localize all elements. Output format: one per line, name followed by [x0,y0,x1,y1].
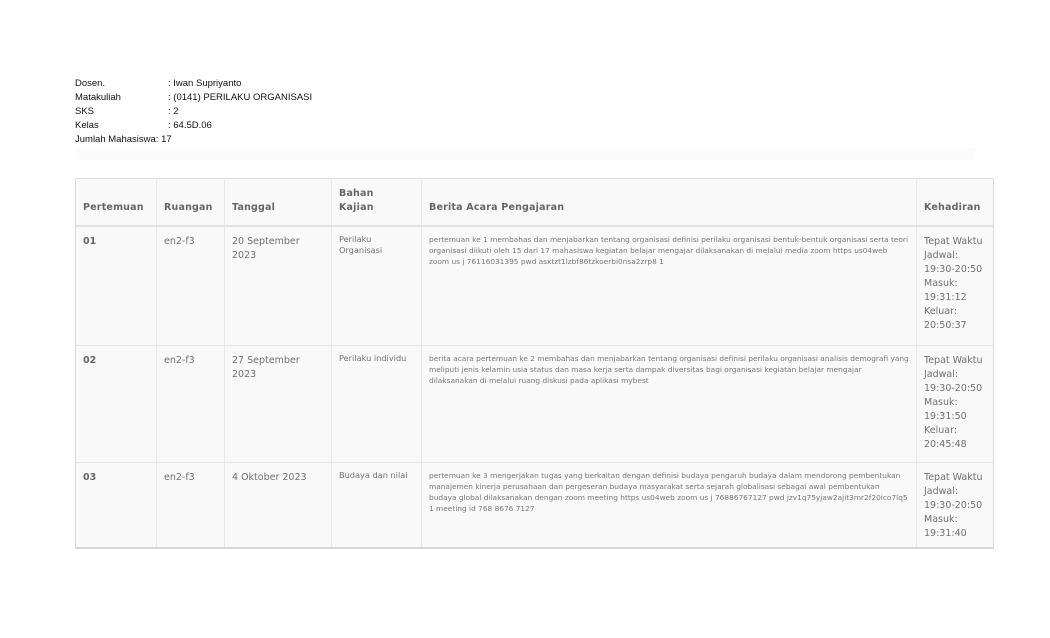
divider-band [75,148,975,160]
cell-kehadiran [917,463,994,549]
masuk-label: Masuk: [924,514,958,525]
table-row [76,463,994,549]
cell-kehadiran [917,226,994,346]
masuk-label: Masuk: [924,278,958,289]
header-bahan-kajian [332,179,422,227]
masuk-value: 19:31:12 [924,292,967,303]
matakuliah-label: Matakuliah [75,92,121,103]
header-pertemuan: Pertemuan [76,179,157,227]
cell-tanggal: 27 September 2023 [225,346,332,463]
header-ruangan: Ruangan [157,179,225,227]
jadwal-value: 19:30-20:50 [924,264,983,275]
jadwal-value: 19:30-20:50 [924,383,983,394]
masuk-value: 19:31:50 [924,411,967,422]
sks-label: SKS [75,106,95,117]
header-berita: Berita Acara Pengajaran [422,179,917,227]
cell-tanggal: 4 Oktober 2023 [225,463,332,549]
header-bahan-line2: Kajian [339,202,374,213]
status-text: Tepat Waktu [924,236,983,247]
info-row-dosen [75,77,312,91]
status-text: Tepat Waktu [924,355,983,366]
keluar-value: 20:45:48 [924,439,967,450]
dosen-label: Dosen. [75,78,106,89]
cell-ruangan: en2-f3 [157,226,225,346]
jadwal-label: Jadwal: [924,369,959,380]
info-row-kelas [75,119,312,133]
cell-pertemuan: 01 [76,226,157,346]
cell-bahan: Perilaku individu [332,346,422,463]
keluar-label: Keluar: [924,425,958,436]
jadwal-label: Jadwal: [924,250,959,261]
cell-bahan: Budaya dan nilai [332,463,422,549]
cell-bahan: Perilaku Organisasi [332,226,422,346]
kelas-label: Kelas [75,120,99,131]
header-tanggal: Tanggal [225,179,332,227]
cell-berita: pertemuan ke 3 mengerjakan tugas yang berkaitan dengan definisi budaya pengaruh budaya dalam mendorong pembentukan manajemen kinerja perusahaan dan pergeseran budaya masyarakat serta sejarah globalisasi sebagai awal pembentukan budaya global dilaksanakan dengan zoom meeting https us04web zoom us j 76886767127 pwd jzv1q75yjaw2ajit3mr2f20ico7lq5 1 meeting id 768 8676 7127 [422,463,917,549]
sks-value: : 2 [168,106,179,117]
jumlah-value: : 17 [155,134,172,145]
status-text: Tepat Waktu [924,472,983,483]
header-kehadiran: Kehadiran [917,179,994,227]
info-row-jumlah [75,133,312,147]
cell-berita: pertemuan ke 1 membahas dan menjabarkan tentang organisasi definisi perilaku organisasi bentuk-bentuk organisasi serta teori organisasi diikuti oleh 15 dari 17 mahasiswa kegiatan belajar mengajar dilaksanakan di melalui media zoom https us04web zoom us j 76116031395 pwd asxtzt1lzbf86tzkoerbi0nsa2zrp8 1 [422,226,917,346]
cell-kehadiran [917,346,994,463]
keluar-value: 20:50:37 [924,320,967,331]
course-info [75,77,312,147]
masuk-value: 19:31:40 [924,528,967,539]
info-row-matakuliah [75,91,312,105]
table-row [76,346,994,463]
jadwal-value: 19:30-20:50 [924,500,983,511]
jadwal-label: Jadwal: [924,486,959,497]
matakuliah-value: : (0141) PERILAKU ORGANISASI [168,92,313,103]
cell-pertemuan: 03 [76,463,157,549]
keluar-label: Keluar: [924,306,958,317]
info-row-sks [75,105,312,119]
header-bahan-line1: Bahan [339,188,374,199]
cell-tanggal: 20 September 2023 [225,226,332,346]
cell-ruangan: en2-f3 [157,346,225,463]
dosen-value: : Iwan Supriyanto [168,78,242,89]
kelas-value: : 64.5D.06 [168,120,212,131]
jumlah-label: Jumlah Mahasiswa [75,134,156,145]
cell-ruangan: en2-f3 [157,463,225,549]
masuk-label: Masuk: [924,397,958,408]
table-row [76,226,994,346]
cell-berita: berita acara pertemuan ke 2 membahas dan menjabarkan tentang organisasi definisi perilaku organisasi analisis demografi yang meliputi jenis kelamin usia status dan masa kerja serta dampak diversitas bagi organisasi kegiatan belajar mengajar dilaksanakan di melalui ruang diskusi pada aplikasi mybest [422,346,917,463]
attendance-table [75,178,994,549]
table-header-row [76,179,994,227]
cell-pertemuan: 02 [76,346,157,463]
